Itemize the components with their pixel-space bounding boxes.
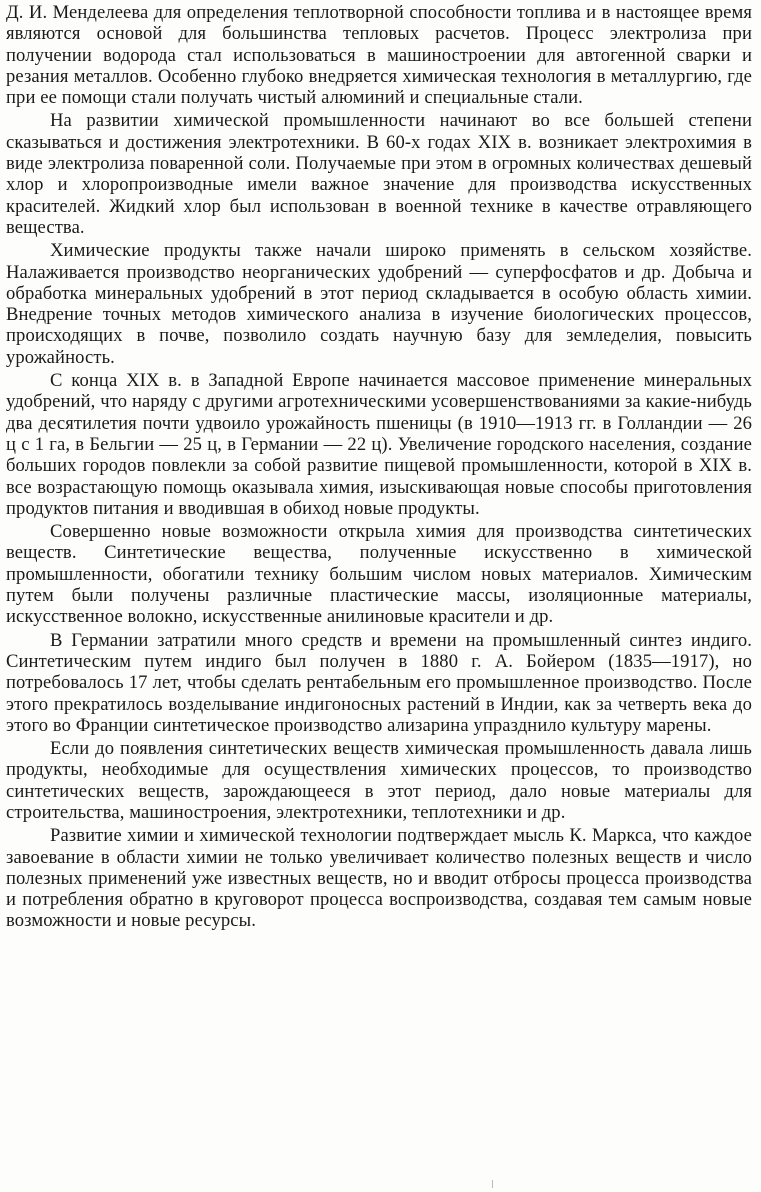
paragraph-6: В Германии затратили много средств и времени на промышленный синтез индиго. Синтетическим путем индиго был получен в 1880 г. А. Бойером (1835—1917), но потребовалось 17 лет, чтобы сделать рентабельным его промышленное производство. После этого прекратилось возделывание индигоносных растений в Индии, как за четверть века до этого во Франции синтетическое производство ализарина упразднило культуру марены.: [6, 629, 752, 736]
paragraph-3: Химические продукты также начали широко применять в сельском хозяйстве. Налаживается производство неорганических удобрений — суперфосфатов и др. Добыча и обработка минеральных удобрений в этот период складывается в особую область химии. Внедрение точных методов химического анализа в изучение биологических процессов, происходящих в почве, позволило создать научную базу для земледелия, повысить урожайность.: [6, 240, 752, 368]
paragraph-8: Развитие химии и химической технологии подтверждает мысль К. Маркса, что каждое завоевание в области химии не только увеличивает количество полезных веществ и число полезных применений уже известных веществ, но и вводит отбросы процесса производства и потребления обратно в круговорот процесса воспроизводства, создавая тем самым новые возможности и новые ресурсы.: [6, 825, 752, 932]
paragraph-7: Если до появления синтетических веществ химическая промышленность давала лишь продукты, необходимые для осуществления химических процессов, то производство синтетических веществ, зарождающееся в этот период, дало новые материалы для строительства, машиностроения, электротехники, теплотехники и др.: [6, 738, 752, 823]
paragraph-4: С конца XIX в. в Западной Европе начинается массовое применение минеральных удобрений, что наряду с другими агротехническими усовершенствованиями за какие-нибудь два десятилетия почти удвоило урожайность пшеницы (в 1910—1913 гг. в Голландии — 26 ц с 1 га, в Бельгии — 25 ц, в Германии — 22 ц). Увеличение городского населения, создание больших городов повлекли за собой развитие пищевой промышленности, которой в XIX в. все возрастающую помощь оказывала химия, изыскивающая новые способы приготовления продуктов питания и вводившая в обиход новые продукты.: [6, 370, 752, 519]
scan-speck: [492, 1180, 493, 1188]
paragraph-1: Д. И. Менделеева для определения теплотворной способности топлива и в настоящее время являются основой для большинства тепловых расчетов. Процесс электролиза при получении водорода стал использоваться в машиностроении для автогенной сварки и резания металлов. Особенно глубоко внедряется химическая технология в металлургию, где при ее помощи стали получать чистый алюминий и специальные стали.: [6, 2, 752, 109]
paragraph-2: На развитии химической промышленности начинают во все большей степени сказываться и достижения электротехники. В 60-х годах XIX в. возникает электрохимия в виде электролиза поваренной соли. Получаемые при этом в огромных количествах дешевый хлор и хлоропроизводные имели важное значение для производства искусственных красителей. Жидкий хлор был использован в военной технике в качестве отравляющего вещества.: [6, 110, 752, 238]
paragraph-5: Совершенно новые возможности открыла химия для производства синтетических веществ. Синтетические вещества, полученные искусственно в химической промышленности, обогатили технику большим числом новых материалов. Химическим путем были получены различные пластические массы, изоляционные материалы, искусственное волокно, искусственные анилиновые красители и др.: [6, 521, 752, 628]
page-text: [6, 2, 752, 932]
